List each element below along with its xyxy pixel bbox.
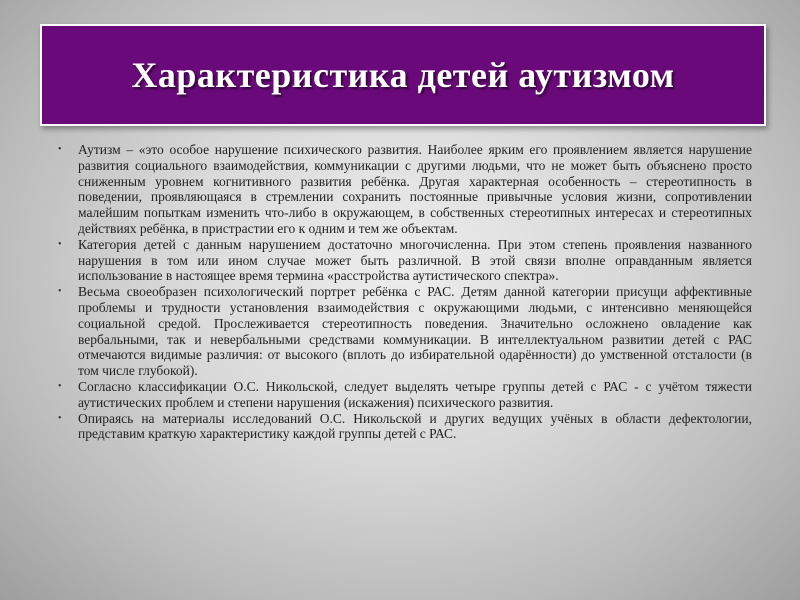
bullet-marker: • xyxy=(58,144,62,155)
slide-content xyxy=(58,142,752,442)
bullet-text: Согласно классификации О.С. Никольской, следует выделять четыре группы детей с РАС - с учётом тяжести аутистических проблем и степени нарушения (искажения) психического развития. xyxy=(78,378,752,410)
bullet-text: Аутизм – «это особое нарушение психического развития. Наиболее ярким его проявлением является нарушение развития социального взаимодействия, коммуникации с другими людьми, что не может быть объяснено просто сниженным уровнем когнитивного развития ребёнка. Другая характерная особенность – стереотипность в поведении, проявляющаяся в стремлении сохранить постоянные привычные условия жизни, сопротивлении малейшим попыткам изменить что-либо в окружающем, в собственных стереотипных интересах и стереотипных действиях ребёнка, в пристрастии его к одним и тем же объектам. xyxy=(78,142,752,236)
bullet-item xyxy=(58,411,752,443)
bullet-item xyxy=(58,142,752,237)
bullet-list xyxy=(58,142,752,442)
bullet-item xyxy=(58,237,752,284)
bullet-text: Категория детей с данным нарушением достаточно многочисленна. При этом степень проявления названного нарушения в том или ином случае может быть различной. В этой связи вполне оправданным является использование в настоящее время термина «расстройства аутистического спектра». xyxy=(78,236,752,284)
bullet-item xyxy=(58,284,752,379)
bullet-marker: • xyxy=(58,286,62,298)
bullet-marker: • xyxy=(58,380,62,392)
title-banner xyxy=(40,24,766,126)
bullet-marker: • xyxy=(58,238,62,250)
bullet-text: Весьма своеобразен психологический портрет ребёнка с РАС. Детям данной категории присущи аффективные проблемы и трудности установления взаимодействия с окружающими людьми, с интенсивно меняющейся социальной средой. Прослеживается стереотипность поведения. Значительно осложнено овладение как вербальными, так и невербальными средствами коммуникации. В интеллектуальном развитии детей с РАС отмечаются видимые различия: от высокого (вплоть до избирательной одарённости) до умственной отсталости (в том числе глубокой). xyxy=(78,284,752,379)
bullet-item xyxy=(58,379,752,411)
bullet-marker: • xyxy=(58,412,62,424)
bullet-text: Опираясь на материалы исследований О.С. Никольской и других ведущих учёных в области дефектологии, представим краткую характеристику каждой группы детей с РАС. xyxy=(78,410,752,442)
slide-title: Характеристика детей аутизмом xyxy=(131,55,675,95)
